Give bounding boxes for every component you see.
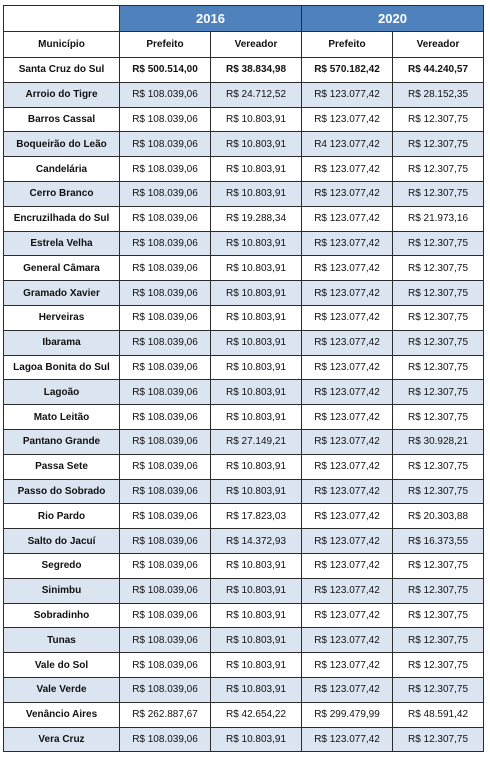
cell-prefeito-2016: R$ 108.039,06 <box>120 454 211 479</box>
cell-prefeito-2020: R$ 123.077,42 <box>302 578 393 603</box>
cell-vereador-2016: R$ 10.803,91 <box>211 578 302 603</box>
cell-prefeito-2020: R$ 123.077,42 <box>302 305 393 330</box>
cell-vereador-2020: R$ 12.307,75 <box>393 380 484 405</box>
table-row <box>4 479 484 504</box>
cell-prefeito-2020: R$ 123.077,42 <box>302 256 393 281</box>
cell-vereador-2016: R$ 24.712,52 <box>211 82 302 107</box>
cell-prefeito-2020: R$ 299.479,99 <box>302 702 393 727</box>
cell-vereador-2016: R$ 10.803,91 <box>211 231 302 256</box>
table-row <box>4 107 484 132</box>
cell-vereador-2016: R$ 17.823,03 <box>211 504 302 529</box>
table-body <box>4 58 484 752</box>
cell-prefeito-2016: R$ 108.039,06 <box>120 380 211 405</box>
cell-vereador-2020: R$ 30.928,21 <box>393 429 484 454</box>
cell-prefeito-2016: R$ 108.039,06 <box>120 405 211 430</box>
cell-vereador-2020: R$ 12.307,75 <box>393 578 484 603</box>
cell-prefeito-2016: R$ 108.039,06 <box>120 82 211 107</box>
table-row <box>4 529 484 554</box>
cell-vereador-2020: R$ 12.307,75 <box>393 405 484 430</box>
cell-vereador-2016: R$ 10.803,91 <box>211 355 302 380</box>
table-row <box>4 702 484 727</box>
salary-table <box>3 5 484 752</box>
cell-prefeito-2016: R$ 108.039,06 <box>120 206 211 231</box>
cell-prefeito-2016: R$ 108.039,06 <box>120 181 211 206</box>
cell-vereador-2016: R$ 10.803,91 <box>211 157 302 182</box>
cell-vereador-2016: R$ 38.834,98 <box>211 58 302 83</box>
cell-prefeito-2016: R$ 108.039,06 <box>120 256 211 281</box>
cell-vereador-2020: R$ 12.307,75 <box>393 330 484 355</box>
cell-vereador-2020: R$ 20.303,88 <box>393 504 484 529</box>
year-header-2020: 2020 <box>302 6 484 32</box>
cell-prefeito-2016: R$ 108.039,06 <box>120 107 211 132</box>
cell-vereador-2016: R$ 10.803,91 <box>211 330 302 355</box>
cell-vereador-2020: R$ 12.307,75 <box>393 157 484 182</box>
cell-prefeito-2016: R$ 108.039,06 <box>120 653 211 678</box>
table-row <box>4 553 484 578</box>
cell-prefeito-2020: R$ 123.077,42 <box>302 429 393 454</box>
table-row <box>4 82 484 107</box>
cell-prefeito-2016: R$ 108.039,06 <box>120 231 211 256</box>
cell-prefeito-2020: R4 123.077,42 <box>302 132 393 157</box>
cell-vereador-2016: R$ 10.803,91 <box>211 380 302 405</box>
table-row <box>4 603 484 628</box>
column-header-row <box>4 32 484 58</box>
cell-vereador-2016: R$ 19.288,34 <box>211 206 302 231</box>
cell-prefeito-2020: R$ 123.077,42 <box>302 628 393 653</box>
cell-prefeito-2016: R$ 108.039,06 <box>120 628 211 653</box>
cell-vereador-2020: R$ 12.307,75 <box>393 727 484 752</box>
cell-prefeito-2020: R$ 123.077,42 <box>302 231 393 256</box>
table-row <box>4 281 484 306</box>
cell-prefeito-2016: R$ 108.039,06 <box>120 553 211 578</box>
cell-municipio: Vale do Sol <box>4 653 120 678</box>
cell-prefeito-2020: R$ 123.077,42 <box>302 380 393 405</box>
year-header-row <box>4 6 484 32</box>
column-header-municipio: Município <box>4 32 120 58</box>
cell-prefeito-2020: R$ 123.077,42 <box>302 281 393 306</box>
year-header-2016: 2016 <box>120 6 302 32</box>
table-row <box>4 305 484 330</box>
cell-municipio: Salto do Jacuí <box>4 529 120 554</box>
cell-prefeito-2016: R$ 108.039,06 <box>120 504 211 529</box>
cell-vereador-2020: R$ 12.307,75 <box>393 603 484 628</box>
cell-vereador-2016: R$ 10.803,91 <box>211 107 302 132</box>
cell-vereador-2016: R$ 42.654,22 <box>211 702 302 727</box>
cell-prefeito-2020: R$ 123.077,42 <box>302 529 393 554</box>
table-row <box>4 454 484 479</box>
cell-vereador-2020: R$ 12.307,75 <box>393 132 484 157</box>
cell-municipio: Arroio do Tigre <box>4 82 120 107</box>
cell-prefeito-2016: R$ 108.039,06 <box>120 578 211 603</box>
cell-vereador-2020: R$ 48.591,42 <box>393 702 484 727</box>
table-row <box>4 429 484 454</box>
table-row <box>4 380 484 405</box>
cell-vereador-2016: R$ 14.372,93 <box>211 529 302 554</box>
cell-municipio: Vera Cruz <box>4 727 120 752</box>
cell-vereador-2020: R$ 12.307,75 <box>393 281 484 306</box>
cell-vereador-2020: R$ 28.152,35 <box>393 82 484 107</box>
cell-municipio: Barros Cassal <box>4 107 120 132</box>
cell-vereador-2016: R$ 10.803,91 <box>211 727 302 752</box>
cell-vereador-2020: R$ 12.307,75 <box>393 305 484 330</box>
cell-prefeito-2020: R$ 123.077,42 <box>302 727 393 752</box>
table-row <box>4 231 484 256</box>
year-header-blank <box>4 6 120 32</box>
cell-vereador-2020: R$ 12.307,75 <box>393 677 484 702</box>
cell-prefeito-2020: R$ 123.077,42 <box>302 355 393 380</box>
cell-prefeito-2020: R$ 123.077,42 <box>302 504 393 529</box>
cell-municipio: Lagoão <box>4 380 120 405</box>
cell-municipio: Cerro Branco <box>4 181 120 206</box>
cell-vereador-2016: R$ 10.803,91 <box>211 256 302 281</box>
cell-municipio: Venâncio Aires <box>4 702 120 727</box>
cell-prefeito-2016: R$ 108.039,06 <box>120 132 211 157</box>
cell-prefeito-2016: R$ 108.039,06 <box>120 157 211 182</box>
cell-municipio: Segredo <box>4 553 120 578</box>
cell-vereador-2020: R$ 12.307,75 <box>393 454 484 479</box>
cell-prefeito-2016: R$ 108.039,06 <box>120 529 211 554</box>
table-row <box>4 58 484 83</box>
column-header-vereador-2016: Vereador <box>211 32 302 58</box>
cell-prefeito-2016: R$ 108.039,06 <box>120 330 211 355</box>
cell-vereador-2020: R$ 12.307,75 <box>393 653 484 678</box>
table-row <box>4 330 484 355</box>
cell-vereador-2020: R$ 12.307,75 <box>393 107 484 132</box>
salary-table-container <box>3 5 484 752</box>
table-row <box>4 355 484 380</box>
table-row <box>4 206 484 231</box>
cell-prefeito-2016: R$ 108.039,06 <box>120 603 211 628</box>
cell-vereador-2020: R$ 12.307,75 <box>393 355 484 380</box>
table-row <box>4 256 484 281</box>
cell-prefeito-2016: R$ 108.039,06 <box>120 281 211 306</box>
cell-vereador-2016: R$ 10.803,91 <box>211 628 302 653</box>
cell-vereador-2020: R$ 21.973,16 <box>393 206 484 231</box>
cell-prefeito-2020: R$ 123.077,42 <box>302 206 393 231</box>
cell-prefeito-2020: R$ 570.182,42 <box>302 58 393 83</box>
cell-vereador-2016: R$ 10.803,91 <box>211 677 302 702</box>
cell-vereador-2020: R$ 12.307,75 <box>393 256 484 281</box>
cell-municipio: Estrela Velha <box>4 231 120 256</box>
cell-municipio: Sinimbu <box>4 578 120 603</box>
cell-prefeito-2016: R$ 500.514,00 <box>120 58 211 83</box>
table-row <box>4 132 484 157</box>
cell-municipio: Sobradinho <box>4 603 120 628</box>
cell-vereador-2016: R$ 10.803,91 <box>211 305 302 330</box>
cell-vereador-2016: R$ 10.803,91 <box>211 132 302 157</box>
cell-municipio: Vale Verde <box>4 677 120 702</box>
cell-municipio: Boqueirão do Leão <box>4 132 120 157</box>
cell-municipio: Candelária <box>4 157 120 182</box>
cell-prefeito-2020: R$ 123.077,42 <box>302 82 393 107</box>
cell-prefeito-2020: R$ 123.077,42 <box>302 405 393 430</box>
table-row <box>4 727 484 752</box>
cell-municipio: Rio Pardo <box>4 504 120 529</box>
cell-municipio: Lagoa Bonita do Sul <box>4 355 120 380</box>
table-row <box>4 504 484 529</box>
cell-prefeito-2016: R$ 108.039,06 <box>120 355 211 380</box>
table-row <box>4 677 484 702</box>
cell-vereador-2016: R$ 10.803,91 <box>211 653 302 678</box>
cell-prefeito-2020: R$ 123.077,42 <box>302 330 393 355</box>
cell-prefeito-2020: R$ 123.077,42 <box>302 181 393 206</box>
cell-prefeito-2020: R$ 123.077,42 <box>302 107 393 132</box>
cell-prefeito-2020: R$ 123.077,42 <box>302 677 393 702</box>
table-row <box>4 628 484 653</box>
cell-vereador-2016: R$ 10.803,91 <box>211 553 302 578</box>
cell-vereador-2016: R$ 10.803,91 <box>211 405 302 430</box>
cell-prefeito-2020: R$ 123.077,42 <box>302 157 393 182</box>
cell-prefeito-2020: R$ 123.077,42 <box>302 653 393 678</box>
cell-vereador-2016: R$ 10.803,91 <box>211 181 302 206</box>
table-row <box>4 181 484 206</box>
cell-municipio: General Câmara <box>4 256 120 281</box>
cell-prefeito-2020: R$ 123.077,42 <box>302 454 393 479</box>
cell-vereador-2020: R$ 16.373,55 <box>393 529 484 554</box>
cell-vereador-2016: R$ 10.803,91 <box>211 479 302 504</box>
table-header <box>4 6 484 58</box>
cell-vereador-2020: R$ 12.307,75 <box>393 231 484 256</box>
cell-prefeito-2020: R$ 123.077,42 <box>302 603 393 628</box>
cell-prefeito-2016: R$ 108.039,06 <box>120 727 211 752</box>
cell-vereador-2016: R$ 10.803,91 <box>211 603 302 628</box>
cell-municipio: Santa Cruz do Sul <box>4 58 120 83</box>
cell-municipio: Mato Leitão <box>4 405 120 430</box>
table-row <box>4 653 484 678</box>
cell-municipio: Passa Sete <box>4 454 120 479</box>
cell-municipio: Pantano Grande <box>4 429 120 454</box>
cell-prefeito-2016: R$ 262.887,67 <box>120 702 211 727</box>
cell-municipio: Passo do Sobrado <box>4 479 120 504</box>
table-row <box>4 405 484 430</box>
cell-vereador-2016: R$ 10.803,91 <box>211 454 302 479</box>
cell-vereador-2016: R$ 10.803,91 <box>211 281 302 306</box>
cell-municipio: Encruzilhada do Sul <box>4 206 120 231</box>
cell-municipio: Ibarama <box>4 330 120 355</box>
cell-prefeito-2020: R$ 123.077,42 <box>302 479 393 504</box>
cell-vereador-2020: R$ 44.240,57 <box>393 58 484 83</box>
cell-municipio: Gramado Xavier <box>4 281 120 306</box>
column-header-vereador-2020: Vereador <box>393 32 484 58</box>
cell-vereador-2016: R$ 27.149,21 <box>211 429 302 454</box>
cell-prefeito-2016: R$ 108.039,06 <box>120 677 211 702</box>
cell-vereador-2020: R$ 12.307,75 <box>393 479 484 504</box>
cell-prefeito-2020: R$ 123.077,42 <box>302 553 393 578</box>
cell-vereador-2020: R$ 12.307,75 <box>393 181 484 206</box>
cell-municipio: Herveiras <box>4 305 120 330</box>
cell-vereador-2020: R$ 12.307,75 <box>393 628 484 653</box>
column-header-prefeito-2016: Prefeito <box>120 32 211 58</box>
cell-vereador-2020: R$ 12.307,75 <box>393 553 484 578</box>
table-row <box>4 157 484 182</box>
column-header-prefeito-2020: Prefeito <box>302 32 393 58</box>
cell-prefeito-2016: R$ 108.039,06 <box>120 305 211 330</box>
cell-municipio: Tunas <box>4 628 120 653</box>
table-row <box>4 578 484 603</box>
cell-prefeito-2016: R$ 108.039,06 <box>120 479 211 504</box>
cell-prefeito-2016: R$ 108.039,06 <box>120 429 211 454</box>
